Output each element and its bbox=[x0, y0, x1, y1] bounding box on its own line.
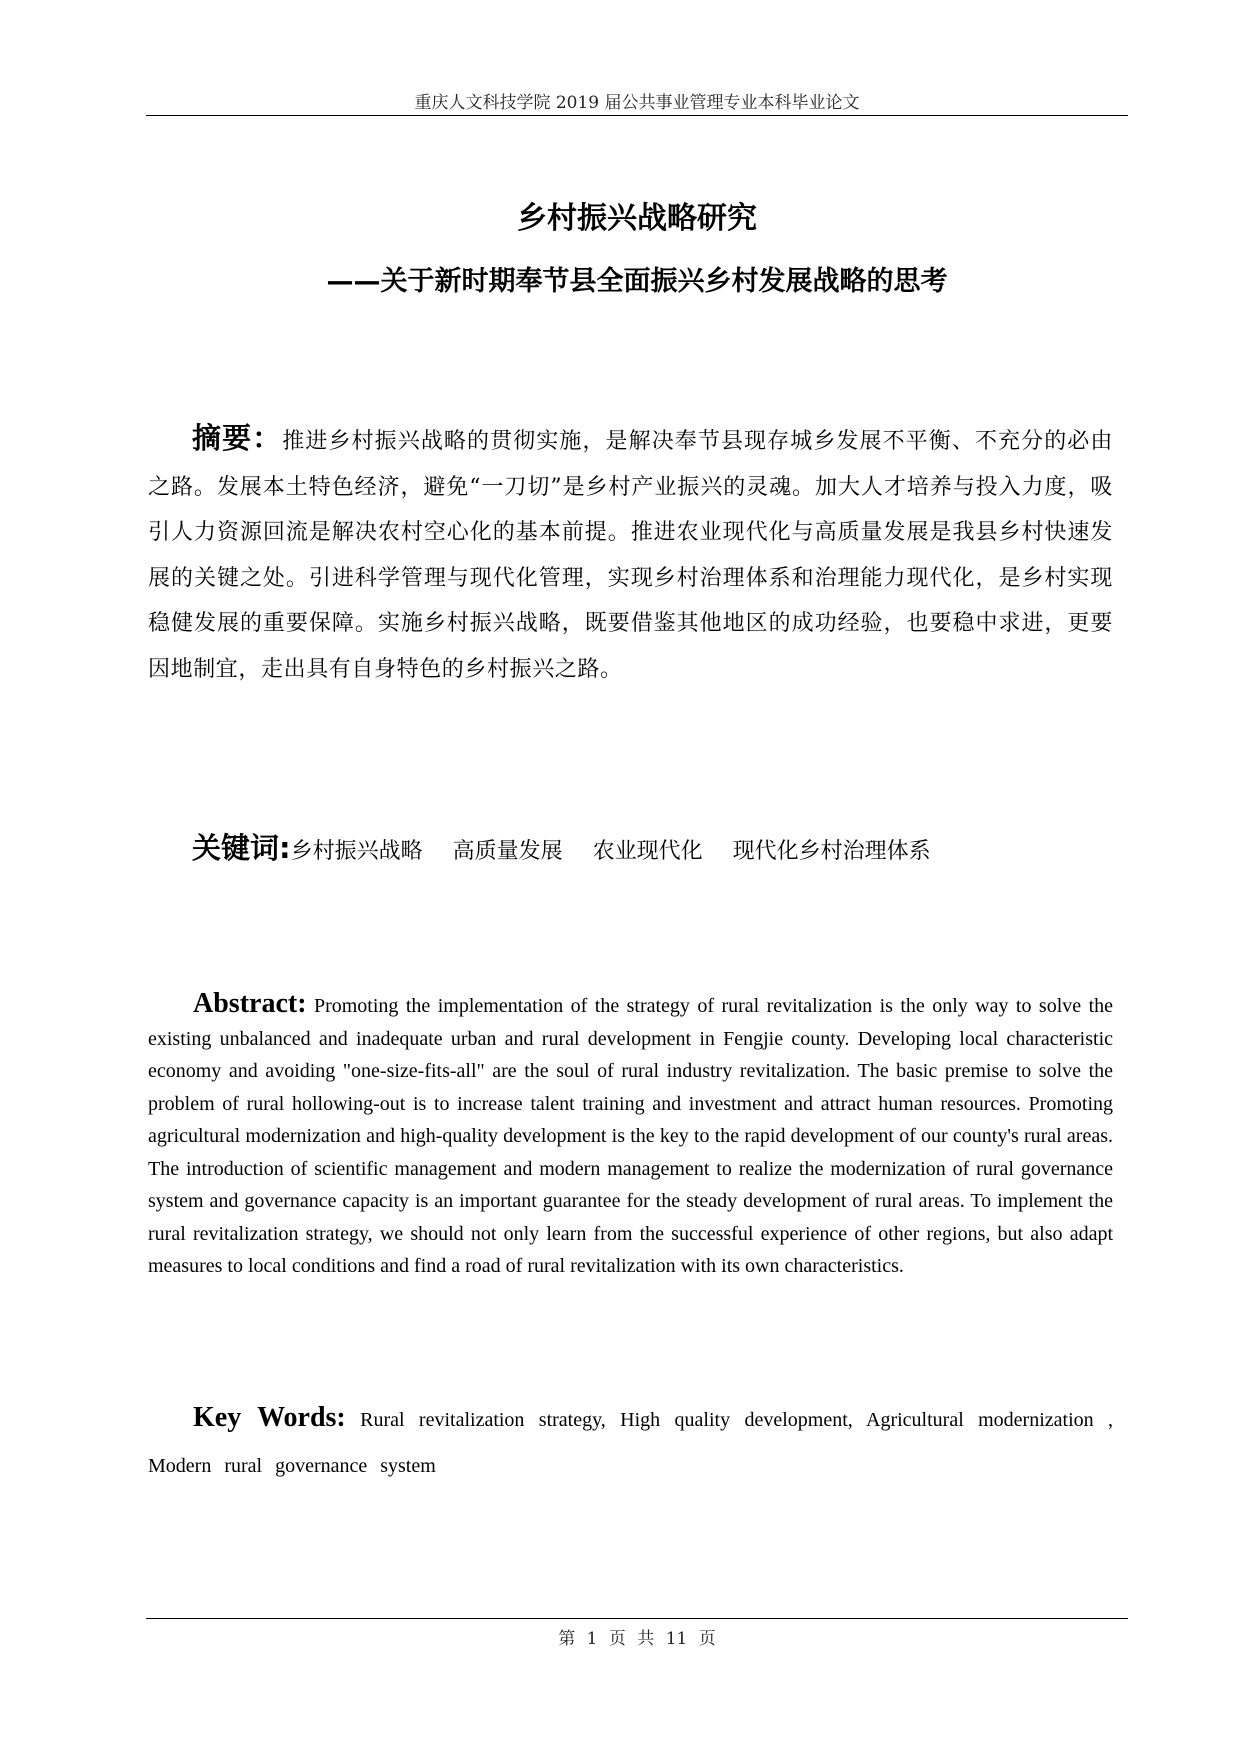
chinese-keyword: 现代化乡村治理体系 bbox=[732, 839, 931, 864]
english-keywords bbox=[148, 1395, 1113, 1489]
paper-title: 乡村振兴战略研究 bbox=[517, 201, 757, 236]
chinese-abstract-text: 推进乡村振兴战略的贯彻实施，是解决奉节县现存城乡发展不平衡、不充分的必由之路。发展本土特色经济，避免“一刀切”是乡村产业振兴的灵魂。加大人才培养与投入力度，吸引人力资源回流是解决农村空心化的基本前提。推进农业现代化与高质量发展是我县乡村快速发展的关键之处。引进科学管理与现代化管理，实现乡村治理体系和治理能力现代化，是乡村实现稳健发展的重要保障。实施乡村振兴战略，既要借鉴其他地区的成功经验，也要稳中求进，更要因地制宜，走出具有自身特色的乡村振兴之路。 bbox=[148, 429, 1113, 682]
chinese-keyword: 高质量发展 bbox=[452, 839, 563, 864]
english-abstract-text: Promoting the implementation of the strategy of rural revitalization is the only way to solve the existing unbalanced and inadequate urban and rural development in Fengjie county. Developing local characteristic economy and avoiding "one-size-fits-all" are the soul of rural industry revitalization. The basic premise to solve the problem of rural hollowing-out is to increase talent training and investment and attract human resources. Promoting agricultural modernization and high-quality development is the key to the rapid development of our county's rural areas. The introduction of scientific management and modern management to realize the modernization of rural governance system and governance capacity is an important guarantee for the steady development of rural areas. To implement the rural revitalization strategy, we should not only learn from the successful experience of other regions, but also adapt measures to local conditions and find a road of rural revitalization with its own characteristics. bbox=[148, 995, 1113, 1277]
chinese-abstract-label: 摘要： bbox=[192, 421, 283, 455]
english-abstract bbox=[148, 988, 1113, 1283]
chinese-keyword: 农业现代化 bbox=[592, 839, 703, 864]
chinese-keywords-label: 关键词: bbox=[192, 831, 291, 865]
chinese-abstract bbox=[148, 416, 1113, 692]
page-number-footer: 第 1 页 共 11 页 bbox=[558, 1629, 716, 1649]
paper-subtitle: ——关于新时期奉节县全面振兴乡村发展战略的思考 bbox=[326, 266, 948, 297]
running-header: 重庆人文科技学院 2019 届公共事业管理专业本科毕业论文 bbox=[414, 93, 860, 113]
english-keywords-label: Key Words: bbox=[193, 1402, 346, 1433]
chinese-keyword: 乡村振兴战略 bbox=[290, 839, 423, 864]
english-abstract-label: Abstract: bbox=[193, 988, 307, 1019]
chinese-keywords bbox=[192, 826, 961, 867]
english-keywords-text: Rural revitalization strategy, High quality development, Agricultural modernization , Modern rural governance system bbox=[148, 1409, 1113, 1477]
header-rule bbox=[146, 115, 1128, 116]
footer-rule bbox=[146, 1618, 1128, 1619]
